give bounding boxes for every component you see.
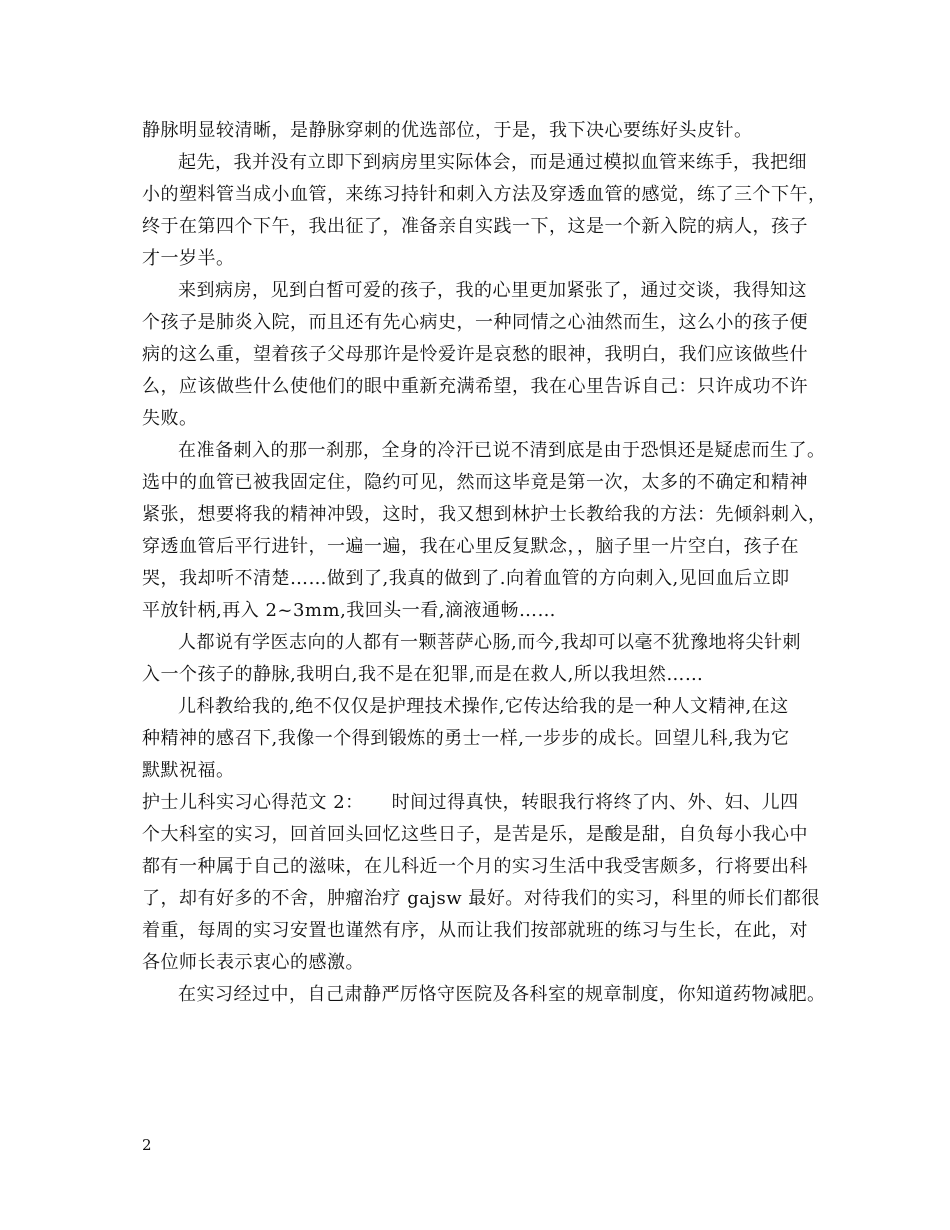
text-line: 在准备刺入的那一刹那，全身的冷汗已说不清到底是由于恐惧还是疑虑而生了。 (178, 440, 826, 461)
text-line: 各位师长表示衷心的感激。 (142, 952, 364, 973)
text-line: 了，却有好多的不舍，肿瘤治疗 gajsw 最好。对待我们的实习，科里的师长们都很 (142, 888, 820, 909)
text-line: 病的这么重，望着孩子父母那许是怜爱许是哀愁的眼神，我明白，我们应该做些什 (142, 344, 808, 365)
text-line: 么，应该做些什么使他们的眼中重新充满希望，我在心里告诉自己：只许成功不许 (142, 376, 808, 397)
text-line: 默默祝福。 (142, 760, 235, 781)
text-line: 儿科教给我的,绝不仅仅是护理技术操作,它传达给我的是一种人文精神,在这 (178, 696, 789, 717)
text-line: 小的塑料管当成小血管，来练习持针和刺入方法及穿透血管的感觉，练了三个下午， (142, 184, 827, 205)
text-line: 在实习经过中，自己肃静严厉恪守医院及各科室的规章制度，你知道药物减肥。 (178, 984, 826, 1005)
body-text (142, 115, 828, 1011)
text-line: 紧张，想要将我的精神冲毁，这时，我又想到林护士长教给我的方法：先倾斜刺入， (142, 504, 827, 525)
text-line: 个大科室的实习，回首回头回忆这些日子，是苦是乐，是酸是甜，自负每小我心中 (142, 824, 808, 845)
text-line: 着重，每周的实习安置也谨然有序，从而让我们按部就班的练习与生长，在此，对 (142, 920, 808, 941)
text-line: 种精神的感召下,我像一个得到锻炼的勇士一样,一步步的成长。回望儿科,我为它 (142, 728, 790, 749)
text-line: 护士儿科实习心得范文 2： 时间过得真快，转眼我行将终了内、外、妇、儿四 (142, 792, 799, 813)
text-line: 静脉明显较清晰，是静脉穿刺的优选部位，于是，我下决心要练好头皮针。 (142, 120, 753, 141)
text-line: 起先，我并没有立即下到病房里实际体会，而是通过模拟血管来练手，我把细 (178, 152, 807, 173)
text-line: 哭，我却听不清楚……做到了,我真的做到了.向着血管的方向刺入,见回血后立即 (142, 568, 790, 589)
text-line: 终于在第四个下午，我出征了，准备亲自实践一下，这是一个新入院的病人，孩子 (142, 216, 808, 237)
text-line: 来到病房，见到白皙可爱的孩子，我的心里更加紧张了，通过交谈，我得知这 (178, 280, 807, 301)
text-line: 人都说有学医志向的人都有一颗菩萨心肠,而今,我却可以毫不犹豫地将尖针刺 (178, 632, 801, 653)
text-line: 入一个孩子的静脉,我明白,我不是在犯罪,而是在救人,所以我坦然…… (142, 664, 704, 685)
page-number: 2 (142, 1136, 152, 1154)
text-line: 个孩子是肺炎入院，而且还有先心病史，一种同情之心油然而生，这么小的孩子便 (142, 312, 808, 333)
text-line: 才一岁半。 (142, 248, 235, 269)
text-line: 都有一种属于自己的滋味，在儿科近一个月的实习生活中我受害颇多，行将要出科 (142, 856, 808, 877)
text-line: 平放针柄,再入 2~3mm,我回头一看,滴液通畅…… (142, 600, 557, 621)
text-line: 失败。 (142, 408, 198, 429)
text-line: 选中的血管已被我固定住，隐约可见，然而这毕竟是第一次，太多的不确定和精神 (142, 472, 808, 493)
text-line: 穿透血管后平行进针，一遍一遍，我在心里反复默念，，脑子里一片空白，孩子在 (142, 536, 799, 557)
